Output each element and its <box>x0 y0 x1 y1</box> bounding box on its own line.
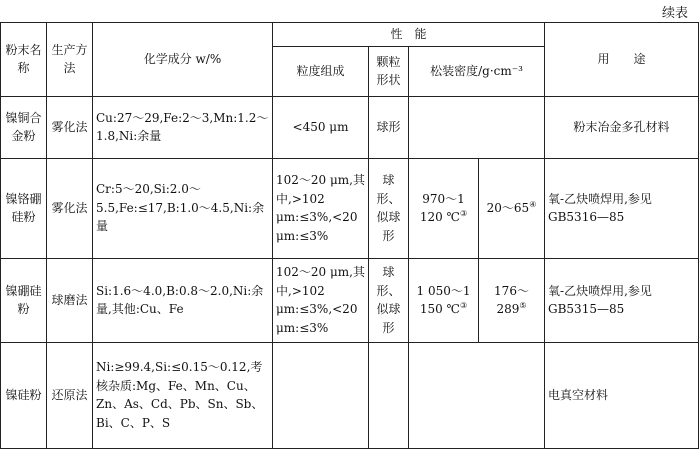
density-a-value: 1 050～1 150 ℃ <box>416 283 471 317</box>
row-composition: Cu:27～29,Fe:2～3,Mn:1.2～1.8,Ni:余量 <box>93 96 273 158</box>
header-method: 生产方法 <box>47 23 93 97</box>
row-shape: 球形 <box>369 96 409 158</box>
row-usage: 氧-乙炔喷焊用,参见 GB5316—85 <box>545 158 699 258</box>
density-b-footnote: ④ <box>529 199 537 209</box>
row-name: 镍铬硼硅粉 <box>1 158 47 258</box>
row-composition: Si:1.6～4.0,B:0.8～2.0,Ni:余量,其他:Cu、Fe <box>93 258 273 342</box>
row-size: <450 μm <box>273 96 369 158</box>
table-row <box>1 258 699 342</box>
density-b-value: 176～289 <box>494 283 529 317</box>
row-usage: 电真空材料 <box>545 342 699 448</box>
row-shape <box>369 342 409 448</box>
header-usage: 用 途 <box>545 23 699 97</box>
row-size: 102～20 μm,其中,>102 μm:≤3%,<20 μm:≤3% <box>273 258 369 342</box>
row-density-a <box>409 258 479 342</box>
row-method: 球磨法 <box>47 258 93 342</box>
table-row <box>1 342 699 448</box>
row-method: 雾化法 <box>47 96 93 158</box>
row-name: 镍铜合金粉 <box>1 96 47 158</box>
header-composition: 化学成分 w/% <box>93 23 273 97</box>
row-name: 镍硼硅粉 <box>1 258 47 342</box>
row-composition: Ni:≥99.4,Si:≤0.15～0.12,考核杂质:Mg、Fe、Mn、Cu、Zn、As、Cd、Pb、Sn、Sb、Bi、C、P、S <box>93 342 273 448</box>
density-a-footnote: ③ <box>459 209 468 219</box>
header-particle-shape: 颗粒形状 <box>369 46 409 96</box>
powder-properties-table <box>0 22 699 449</box>
table-row <box>1 158 699 258</box>
row-density-a <box>409 158 479 258</box>
continued-label: 续表 <box>661 6 688 21</box>
row-method: 还原法 <box>47 342 93 448</box>
header-bulk-density: 松装密度/g·cm⁻³ <box>409 46 545 96</box>
header-properties: 性 能 <box>273 23 545 47</box>
density-b-value: 20～65 <box>486 200 530 215</box>
row-name: 镍硅粉 <box>1 342 47 448</box>
table-row <box>1 96 699 158</box>
header-powder-name: 粉末名称 <box>1 23 47 97</box>
header-particle-size: 粒度组成 <box>273 46 369 96</box>
row-density <box>409 342 545 448</box>
row-size <box>273 342 369 448</box>
row-shape: 球形、似球形 <box>369 158 409 258</box>
density-a-footnote: ③ <box>459 301 468 311</box>
row-density-b <box>479 158 545 258</box>
row-method: 雾化法 <box>47 158 93 258</box>
density-a-value: 970～1 120 ℃ <box>419 191 465 225</box>
row-density-b <box>479 258 545 342</box>
row-density <box>409 96 545 158</box>
row-composition: Cr:5～20,Si:2.0～5.5,Fe:≤17,B:1.0～4.5,Ni:余量 <box>93 158 273 258</box>
row-usage: 粉末冶金多孔材料 <box>545 96 699 158</box>
row-size: 102～20 μm,其中,>102 μm:≤3%,<20 μm:≤3% <box>273 158 369 258</box>
row-usage: 氧-乙炔喷焊用,参见 GB5315—85 <box>545 258 699 342</box>
row-shape: 球形、似球形 <box>369 258 409 342</box>
density-b-footnote: ⑤ <box>519 301 527 311</box>
